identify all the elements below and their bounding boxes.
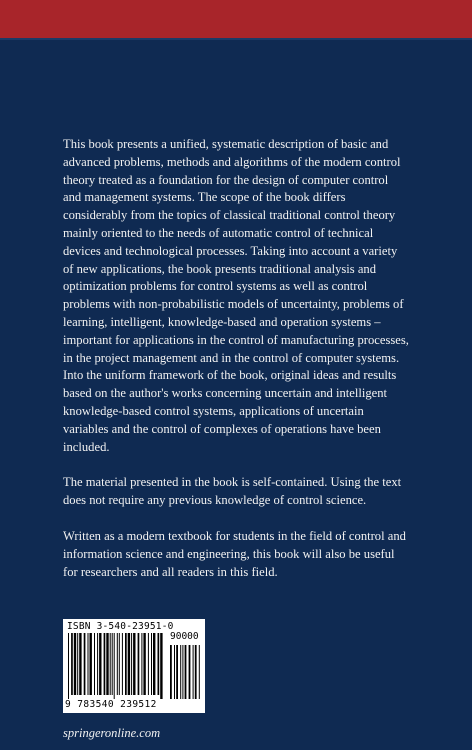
divider-line bbox=[0, 38, 472, 40]
website-url: springeronline.com bbox=[63, 726, 161, 740]
top-red-band bbox=[0, 0, 472, 38]
barcode-bars bbox=[66, 633, 202, 699]
isbn-number: ISBN 3-540-23951-0 bbox=[67, 621, 174, 632]
isbn-barcode bbox=[63, 619, 205, 713]
barcode-addon-number: 90000 bbox=[170, 631, 199, 642]
blurb-paragraph-2: The material presented in the book is self-contained. Using the text does not require any previous knowledge of control science. bbox=[63, 475, 402, 508]
ean-digits: 9 783540 239512 bbox=[65, 699, 157, 710]
back-cover-blurb bbox=[63, 136, 409, 599]
blurb-paragraph-1: This book presents a unified, systematic description of basic and advanced problems, methods and algorithms of the modern control theory treated as a foundation for the design of computer control and management systems. The scope of the book differs considerably from the topics of classical traditional control theory mainly oriented to the needs of automatic control of technical devices and technological processes. Taking into account a variety of new applications, the book presents traditional analysis and optimization problems for control systems as well as control problems with non-probabilistic models of uncertainty, problems of learning, intelligent, knowledge-based and operation systems – important for applications in the control of manufacturing processes, in the project management and in the control of computer systems. Into the uniform framework of the book, original ideas and results based on the author's works concerning uncertain and intelligent knowledge-based control systems, applications of uncertain variables and the control of complexes of operations have been included. bbox=[63, 137, 409, 454]
blurb-paragraph-3: Written as a modern textbook for students in the field of control and information science and engineering, this book will also be useful for researchers and all readers in this field. bbox=[63, 528, 406, 579]
